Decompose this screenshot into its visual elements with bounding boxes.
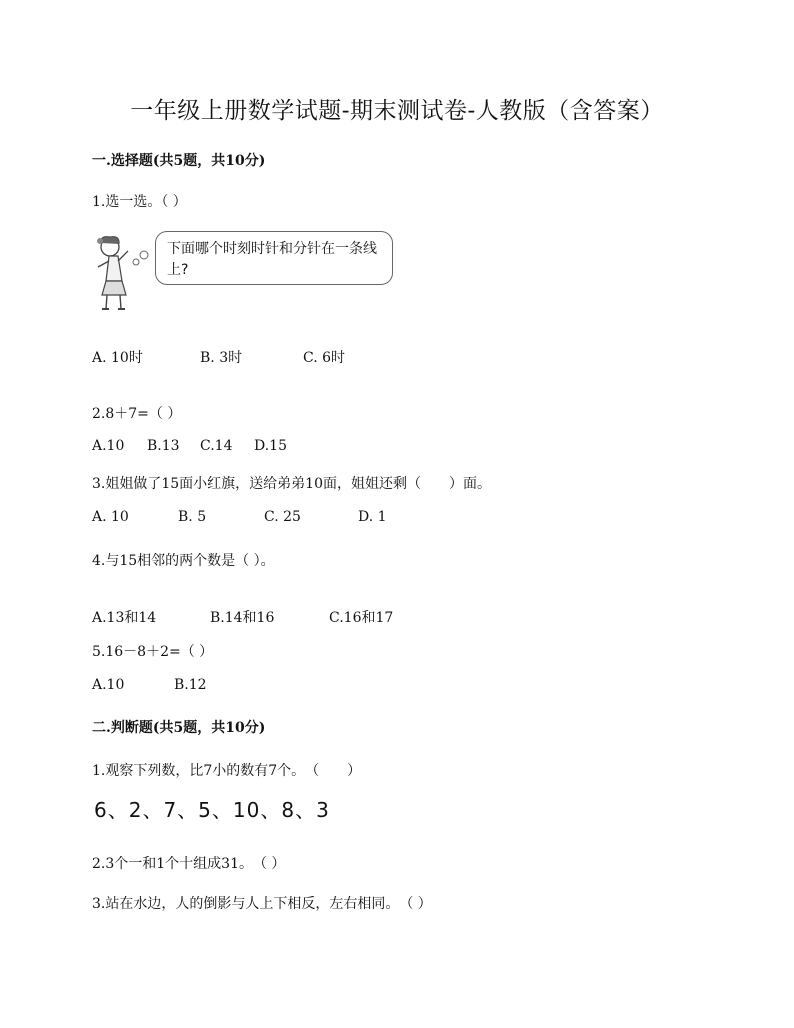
section-heading-judge: 二.判断题(共5题，共10分) [92,720,266,736]
question-5-text: 5.16－8＋2=（ ） [92,644,214,660]
q2-option-a: A.10 [92,438,125,454]
girl-thinking-illustration [92,233,162,313]
q3-option-b: B. 5 [178,509,207,525]
q2-option-c: C.14 [200,438,233,454]
judge-question-3-text: 3.站在水边，人的倒影与人上下相反，左右相同。 （ ） [92,896,432,912]
q2-option-b: B.13 [147,438,180,454]
q1-option-c: C. 6时 [303,350,346,366]
question-1-text: 1.选一选。（ ） [92,194,187,210]
q5-option-a: A.10 [92,677,125,693]
q4-option-b: B.14和16 [210,610,275,626]
judge-question-2-text: 2.3个一和1个十组成31。 （ ） [92,856,286,872]
q2-option-d: D.15 [254,438,287,454]
q3-option-d: D. 1 [358,509,387,525]
question-2-text: 2.8＋7=（ ） [92,406,182,422]
speech-bubble [155,231,393,285]
question-3-text: 3.姐姐做了15面小红旗，送给弟弟10面，姐姐还剩（ ）面。 [92,476,491,492]
judge-question-1-text: 1.观察下列数，比7小的数有7个。 （ ） [92,763,362,779]
speech-bubble-text: 下面哪个时刻时针和分针在一条线上? [167,241,377,278]
q5-option-b: B.12 [174,677,207,693]
page-title: 一年级上册数学试题-期末测试卷-人教版（含答案） [130,98,664,124]
q3-option-a: A. 10 [92,509,129,525]
q1-option-a: A. 10时 [92,350,143,366]
q4-option-c: C.16和17 [329,610,394,626]
q4-option-a: A.13和14 [92,610,157,626]
question-4-text: 4.与15相邻的两个数是（ ）。 [92,553,275,569]
q1-option-b: B. 3时 [200,350,243,366]
section-heading-choice: 一.选择题(共5题，共10分) [92,153,266,169]
number-sequence: 6、2、7、5、10、8、3 [94,798,330,822]
q3-option-c: C. 25 [264,509,301,525]
